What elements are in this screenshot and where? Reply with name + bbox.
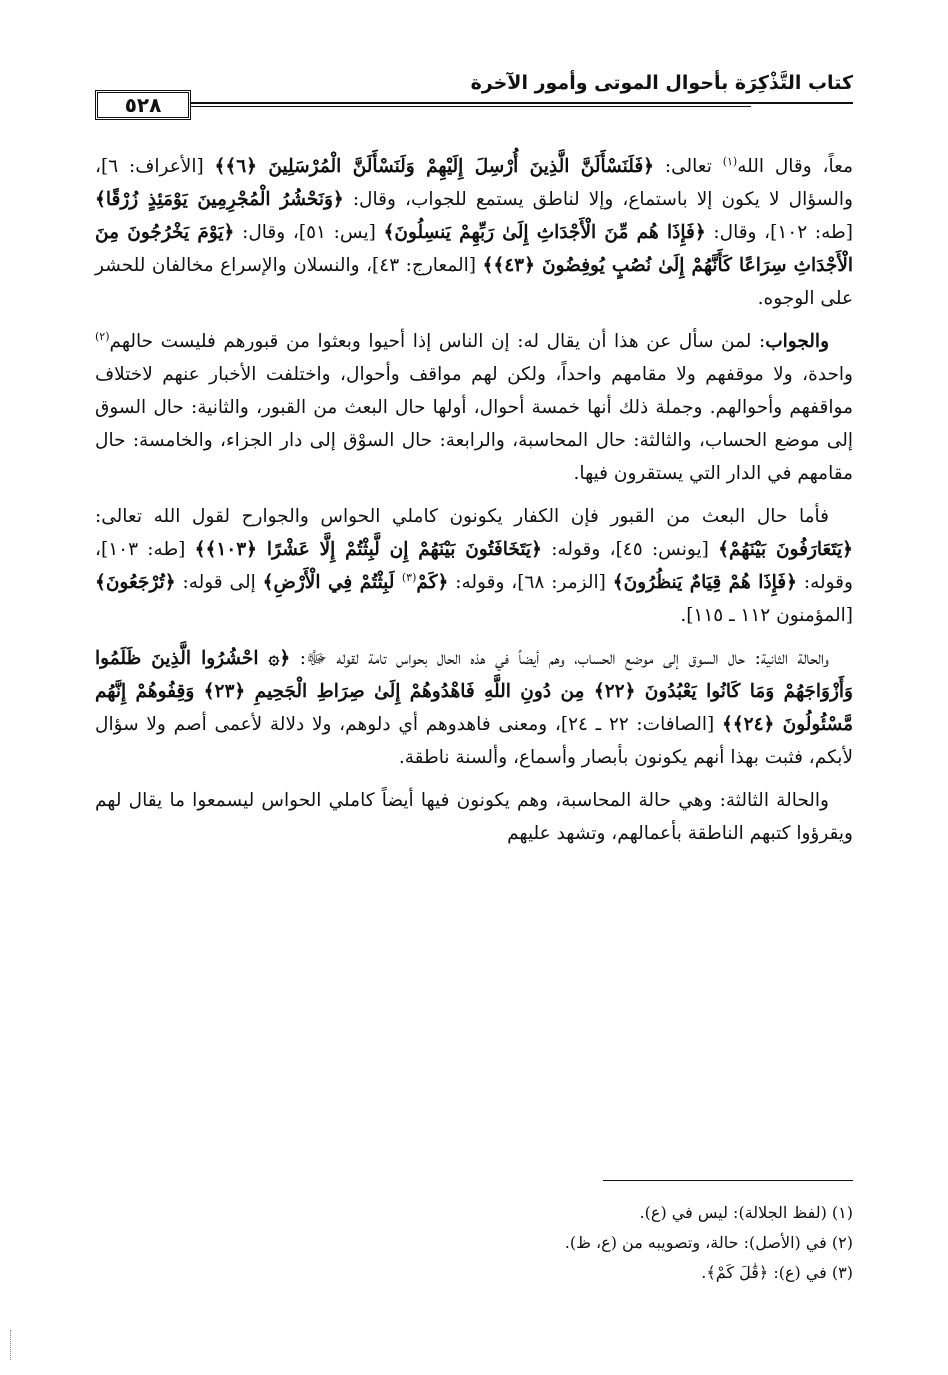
quran-verse: ﴿تُرْجَعُونَ﴾ xyxy=(95,572,176,593)
paragraph-3: فأما حال البعث من القبور فإن الكفار يكونون كاملي الحواس والجوارح لقول الله تعالى: ﴿يَتَعَارَفُونَ بَيْنَهُمْ﴾ [يونس: ٤٥]، وقوله: ﴿يَتَخَافَتُونَ بَيْنَهُمْ إِن لَّبِثْتُمْ إِلَّا عَشْرًا ﴿١٠٣﴾﴾ [طه: ١٠٣]، وقوله: ﴿فَإِذَا هُمْ قِيَامٌ يَنظُرُونَ﴾ [الزمر: ٦٨]، وقوله: ﴿كَمْ$^{(٣)}$ لَبِثْتُمْ فِي الْأَرْضِ﴾ إلى قوله: ﴿تُرْجَعُونَ﴾ [المؤمنون ١١٢ ـ ١١٥]. xyxy=(95,506,854,626)
quran-verse: ﴿يَوْمَ يَخْرُجُونَ مِنَ الْأَجْدَاثِ سِرَاعًا كَأَنَّهُمْ إِلَىٰ نُصُبٍ يُوفِضُونَ ﴿٤٣﴾﴾ xyxy=(95,222,854,276)
footnote-1: (١) (لفظ الجلالة): ليس في (ع). xyxy=(639,1203,853,1222)
footnote-ref-3: (٣) xyxy=(401,570,417,584)
paragraph-5: والحالة الثالثة: وهي حالة المحاسبة، وهم يكونون فيها أيضاً كاملي الحواس ليسمعوا ما يقال لهم ويقرؤوا كتبهم الناطقة بأعمالهم، وتشهد عليهم xyxy=(95,790,853,844)
paragraph-1: معاً، وقال الله$^{(١)}$ تعالى: ﴿فَلَنَسْأَلَنَّ الَّذِينَ أُرْسِلَ إِلَيْهِمْ وَلَنَسْأَلَنَّ الْمُرْسَلِينَ ﴿٦﴾﴾ [الأعراف: ٦]، والسؤال لا يكون إلا باستماع، وإلا لناطق يستمع للجواب، وقال: ﴿وَنَحْشُرُ الْمُجْرِمِينَ يَوْمَئِذٍ زُرْقًا﴾ [طه: ١٠٢]، وقال: ﴿فَإِذَا هُم مِّنَ الْأَجْدَاثِ إِلَىٰ رَبِّهِمْ يَنسِلُونَ﴾ [يس: ٥١]، وقال: ﴿يَوْمَ يَخْرُجُونَ مِنَ الْأَجْدَاثِ سِرَاعًا كَأَنَّهُمْ إِلَىٰ نُصُبٍ يُوفِضُونَ ﴿٤٣﴾﴾ [المعارج: ٤٣]، والنسلان والإسراع مخالفان للحشر على الوجوه. xyxy=(95,154,854,309)
main-text xyxy=(95,150,853,860)
quran-verse: ﴿يَتَخَافَتُونَ بَيْنَهُمْ إِن لَّبِثْتُمْ إِلَّا عَشْرًا ﴿١٠٣﴾﴾ xyxy=(194,539,542,560)
header-rule-thin xyxy=(95,106,751,107)
running-title: كتاب التَّذْكِرَة بأحوال الموتى وأمور الآخرة xyxy=(470,72,853,94)
quran-verse: ﴿فَإِذَا هُم مِّنَ الْأَجْدَاثِ إِلَىٰ رَبِّهِمْ يَنسِلُونَ﴾ xyxy=(383,222,706,243)
footnote-ref-1: (١) xyxy=(722,154,738,168)
page-header xyxy=(95,64,853,124)
quran-verse: ﴿فَلَنَسْأَلَنَّ الَّذِينَ أُرْسِلَ إِلَيْهِمْ وَلَنَسْأَلَنَّ الْمُرْسَلِينَ ﴿٦﴾﴾ xyxy=(214,156,655,177)
footnote-3: (٣) في (ع): ﴿قَٰلَ كَمْ﴾. xyxy=(701,1263,853,1282)
footnote-2: (٢) في (الأصل): حالة، وتصويبه من (ع، ظ). xyxy=(564,1233,853,1252)
quran-verse: ﴿كَمْ xyxy=(416,572,449,593)
header-rule xyxy=(95,102,853,104)
footnote-ref-2: (٢) xyxy=(95,329,110,343)
quran-verse: لَبِثْتُمْ فِي الْأَرْضِ﴾ xyxy=(262,572,402,593)
quran-verse: ﴿فَإِذَا هُمْ قِيَامٌ يَنظُرُونَ﴾ xyxy=(612,572,797,593)
quran-verse: ﴿وَنَحْشُرُ الْمُجْرِمِينَ يَوْمَئِذٍ زُرْقًا﴾ xyxy=(95,189,344,210)
page-number: ٥٢٨ xyxy=(95,90,191,120)
quran-verse: ﴿۞ احْشُرُوا الَّذِينَ ظَلَمُوا وَأَزْوَاجَهُمْ وَمَا كَانُوا يَعْبُدُونَ ﴿٢٢﴾ مِن دُونِ اللَّهِ فَاهْدُوهُمْ إِلَىٰ صِرَاطِ الْجَحِيمِ ﴿٢٣﴾ وَقِفُوهُمْ إِنَّهُم مَّسْئُولُونَ ﴿٢٤﴾﴾ xyxy=(95,648,853,735)
paragraph-4: والحالة الثانية: حال السوق إلى موضع الحساب، وهم أيضاً في هذه الحال بحواس تامة لقوله ﷻ: ﴿۞ احْشُرُوا الَّذِينَ ظَلَمُوا وَأَزْوَاجَهُمْ وَمَا كَانُوا يَعْبُدُونَ ﴿٢٢﴾ مِن دُونِ اللَّهِ فَاهْدُوهُمْ إِلَىٰ صِرَاطِ الْجَحِيمِ ﴿٢٣﴾ وَقِفُوهُمْ إِنَّهُم مَّسْئُولُونَ ﴿٢٤﴾﴾ [الصافات: ٢٢ ـ ٢٤]، ومعنى فاهدوهم أي دلوهم، ولا دلالة لأعمى أصم ولا سؤال لأبكم، فثبت بهذا أنهم يكونون بأبصار وأسماع، وألسنة ناطقة. xyxy=(95,648,853,768)
footnote-separator xyxy=(603,1180,853,1181)
lead-word: والجواب xyxy=(765,331,829,352)
quran-verse: ﴿يَتَعَارَفُونَ بَيْنَهُمْ﴾ xyxy=(718,539,854,560)
footnotes xyxy=(95,1198,853,1288)
paragraph-2: والجواب: لمن سأل عن هذا أن يقال له: إن الناس إذا أحيوا وبعثوا من قبورهم فليست حالهم$^{(٢)}$ واحدة، ولا موقفهم ولا مقامهم واحداً، ولكن لهم مواقف وأحوال، واختلفت الأخبار عنهم لاختلاف مواقفهم وأحوالهم. وجملة ذلك أنها خمسة أحوال، أولها حال البعث من القبور، والثانية: حال السوق إلى موضع الحساب، والثالثة: حال المحاسبة، والرابعة: حال السوْق إلى دار الجزاء، والخامسة: حال مقامهم في الدار التي يستقرون فيها. xyxy=(95,329,853,484)
scan-margin-mark xyxy=(10,1330,17,1360)
